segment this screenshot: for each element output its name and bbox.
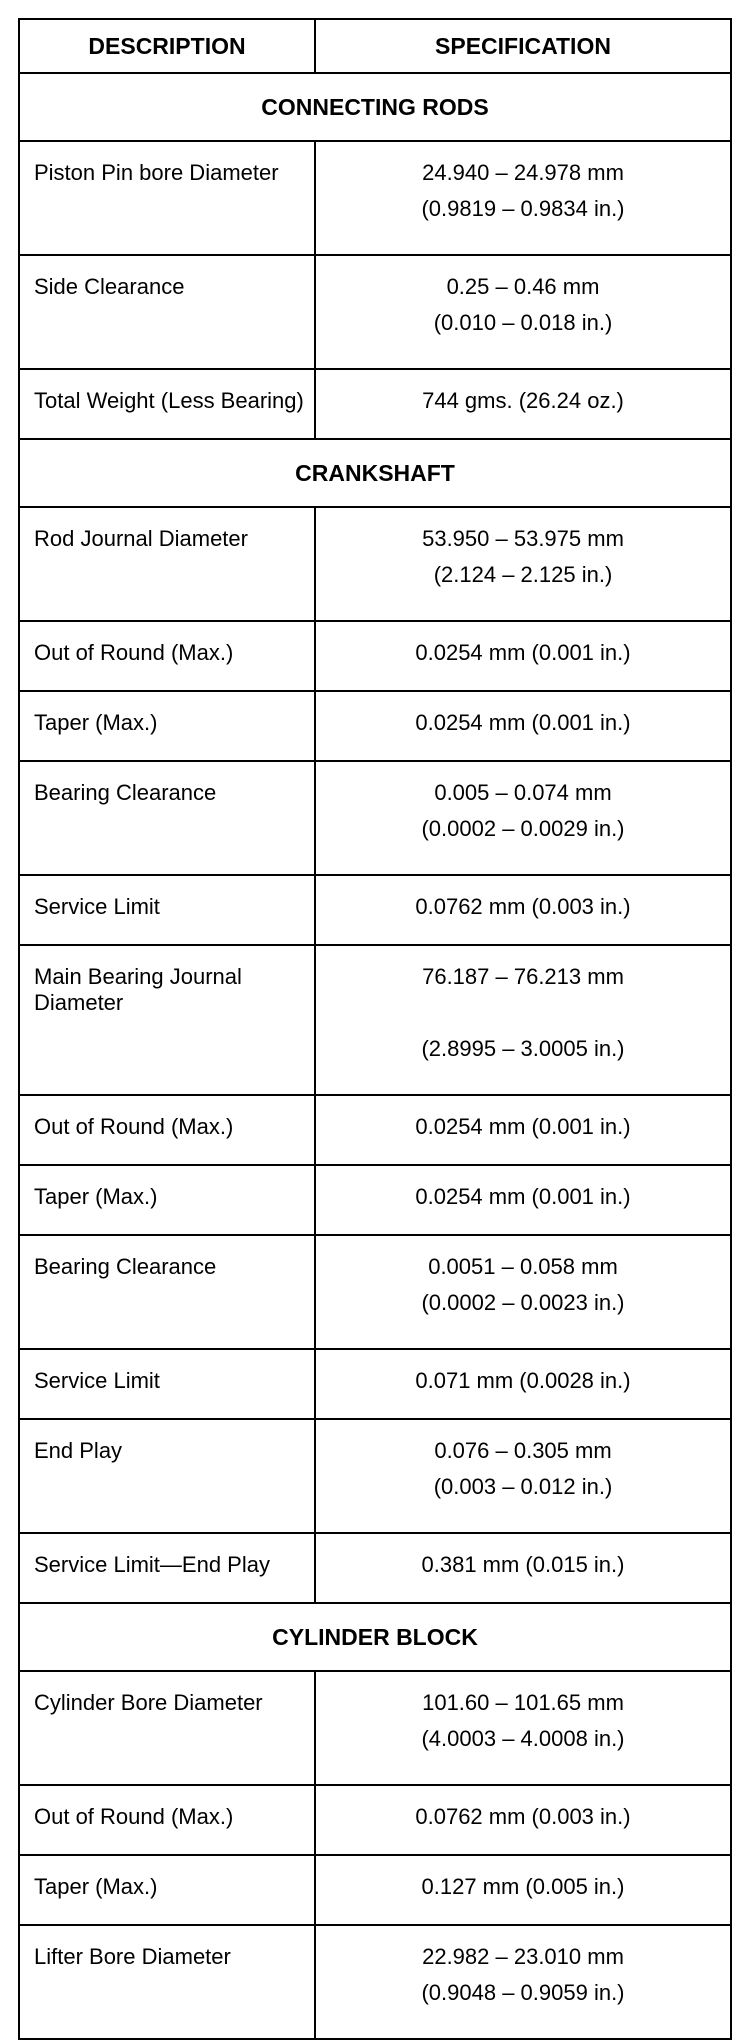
specification-line: 0.071 mm (0.0028 in.) [415, 1368, 631, 1393]
specification-cell [315, 1235, 731, 1349]
specification-line: (0.9819 – 0.9834 in.) [421, 196, 625, 221]
specification-line: 0.0254 mm (0.001 in.) [415, 710, 631, 735]
specification-cell [315, 945, 731, 1095]
specification-line: 0.0254 mm (0.001 in.) [415, 1114, 631, 1139]
specification-cell [315, 1855, 731, 1925]
table-row [19, 1925, 731, 2039]
specification-cell [315, 255, 731, 369]
header-row [19, 19, 731, 73]
table-row [19, 1095, 731, 1165]
table-row [19, 1533, 731, 1603]
description-cell: Out of Round (Max.) [19, 1095, 315, 1165]
specification-line: 0.0254 mm (0.001 in.) [415, 1184, 631, 1209]
description-cell: Bearing Clearance [19, 761, 315, 875]
table-row [19, 1855, 731, 1925]
specification-cell [315, 507, 731, 621]
table-row [19, 621, 731, 691]
description-cell: Piston Pin bore Diameter [19, 141, 315, 255]
specification-line: (0.010 – 0.018 in.) [433, 310, 613, 335]
specification-cell [315, 761, 731, 875]
specification-line: 22.982 – 23.010 mm [422, 1944, 624, 1969]
description-cell: Service Limit [19, 875, 315, 945]
section-row [19, 1603, 731, 1671]
specification-line: 101.60 – 101.65 mm [422, 1690, 624, 1715]
specification-cell [315, 1165, 731, 1235]
specification-cell [315, 875, 731, 945]
spec-sheet [18, 18, 730, 2040]
specification-line: 0.381 mm (0.015 in.) [421, 1552, 625, 1577]
description-cell: Total Weight (Less Bearing) [19, 369, 315, 439]
description-cell: Rod Journal Diameter [19, 507, 315, 621]
specification-line: (0.0002 – 0.0029 in.) [421, 816, 625, 841]
specification-line: 744 gms. (26.24 oz.) [422, 388, 624, 413]
table-row [19, 141, 731, 255]
table-row [19, 875, 731, 945]
table-row [19, 1785, 731, 1855]
specification-line: 0.0762 mm (0.003 in.) [415, 894, 631, 919]
specification-cell [315, 1095, 731, 1165]
specification-line: (0.003 – 0.012 in.) [433, 1474, 613, 1499]
description-cell: Side Clearance [19, 255, 315, 369]
description-cell: Out of Round (Max.) [19, 1785, 315, 1855]
table-body [19, 73, 731, 2039]
spec-table [18, 18, 732, 2040]
specification-line: (2.124 – 2.125 in.) [433, 562, 613, 587]
specification-line: 0.127 mm (0.005 in.) [421, 1874, 625, 1899]
description-header: DESCRIPTION [19, 19, 315, 73]
table-row [19, 1349, 731, 1419]
section-row [19, 439, 731, 507]
specification-line: 76.187 – 76.213 mm [422, 964, 624, 989]
specification-cell [315, 1925, 731, 2039]
description-cell: Service Limit [19, 1349, 315, 1419]
table-row [19, 1235, 731, 1349]
specification-cell [315, 141, 731, 255]
specification-header: SPECIFICATION [315, 19, 731, 73]
table-row [19, 255, 731, 369]
specification-line: (4.0003 – 4.0008 in.) [421, 1726, 625, 1751]
table-row [19, 1419, 731, 1533]
specification-line: 0.076 – 0.305 mm [434, 1438, 612, 1463]
description-cell: Cylinder Bore Diameter [19, 1671, 315, 1785]
specification-cell [315, 1419, 731, 1533]
description-cell: Out of Round (Max.) [19, 621, 315, 691]
specification-line: (0.0002 – 0.0023 in.) [421, 1290, 625, 1315]
description-cell: Taper (Max.) [19, 691, 315, 761]
specification-cell [315, 691, 731, 761]
specification-line: 24.940 – 24.978 mm [422, 160, 624, 185]
description-cell: Taper (Max.) [19, 1165, 315, 1235]
specification-cell [315, 1349, 731, 1419]
description-cell: End Play [19, 1419, 315, 1533]
specification-cell [315, 1533, 731, 1603]
specification-cell [315, 621, 731, 691]
description-cell: Main Bearing Journal Diameter [19, 945, 315, 1095]
specification-line: (0.9048 – 0.9059 in.) [421, 1980, 625, 2005]
table-row [19, 507, 731, 621]
table-row [19, 369, 731, 439]
description-cell: Lifter Bore Diameter [19, 1925, 315, 2039]
description-cell: Service Limit—End Play [19, 1533, 315, 1603]
table-row [19, 761, 731, 875]
table-row [19, 1671, 731, 1785]
specification-line: (2.8995 – 3.0005 in.) [421, 1036, 625, 1061]
specification-line [320, 995, 726, 1031]
section-title: CYLINDER BLOCK [19, 1603, 731, 1671]
description-cell: Bearing Clearance [19, 1235, 315, 1349]
specification-cell [315, 369, 731, 439]
specification-line: 53.950 – 53.975 mm [422, 526, 624, 551]
section-row [19, 73, 731, 141]
specification-cell [315, 1785, 731, 1855]
specification-line: 0.25 – 0.46 mm [446, 274, 600, 299]
table-row [19, 691, 731, 761]
table-row [19, 945, 731, 1095]
specification-line: 0.0762 mm (0.003 in.) [415, 1804, 631, 1829]
section-title: CONNECTING RODS [19, 73, 731, 141]
specification-line: 0.005 – 0.074 mm [434, 780, 612, 805]
specification-cell [315, 1671, 731, 1785]
table-row [19, 1165, 731, 1235]
specification-line: 0.0051 – 0.058 mm [428, 1254, 618, 1279]
description-cell: Taper (Max.) [19, 1855, 315, 1925]
section-title: CRANKSHAFT [19, 439, 731, 507]
specification-line: 0.0254 mm (0.001 in.) [415, 640, 631, 665]
